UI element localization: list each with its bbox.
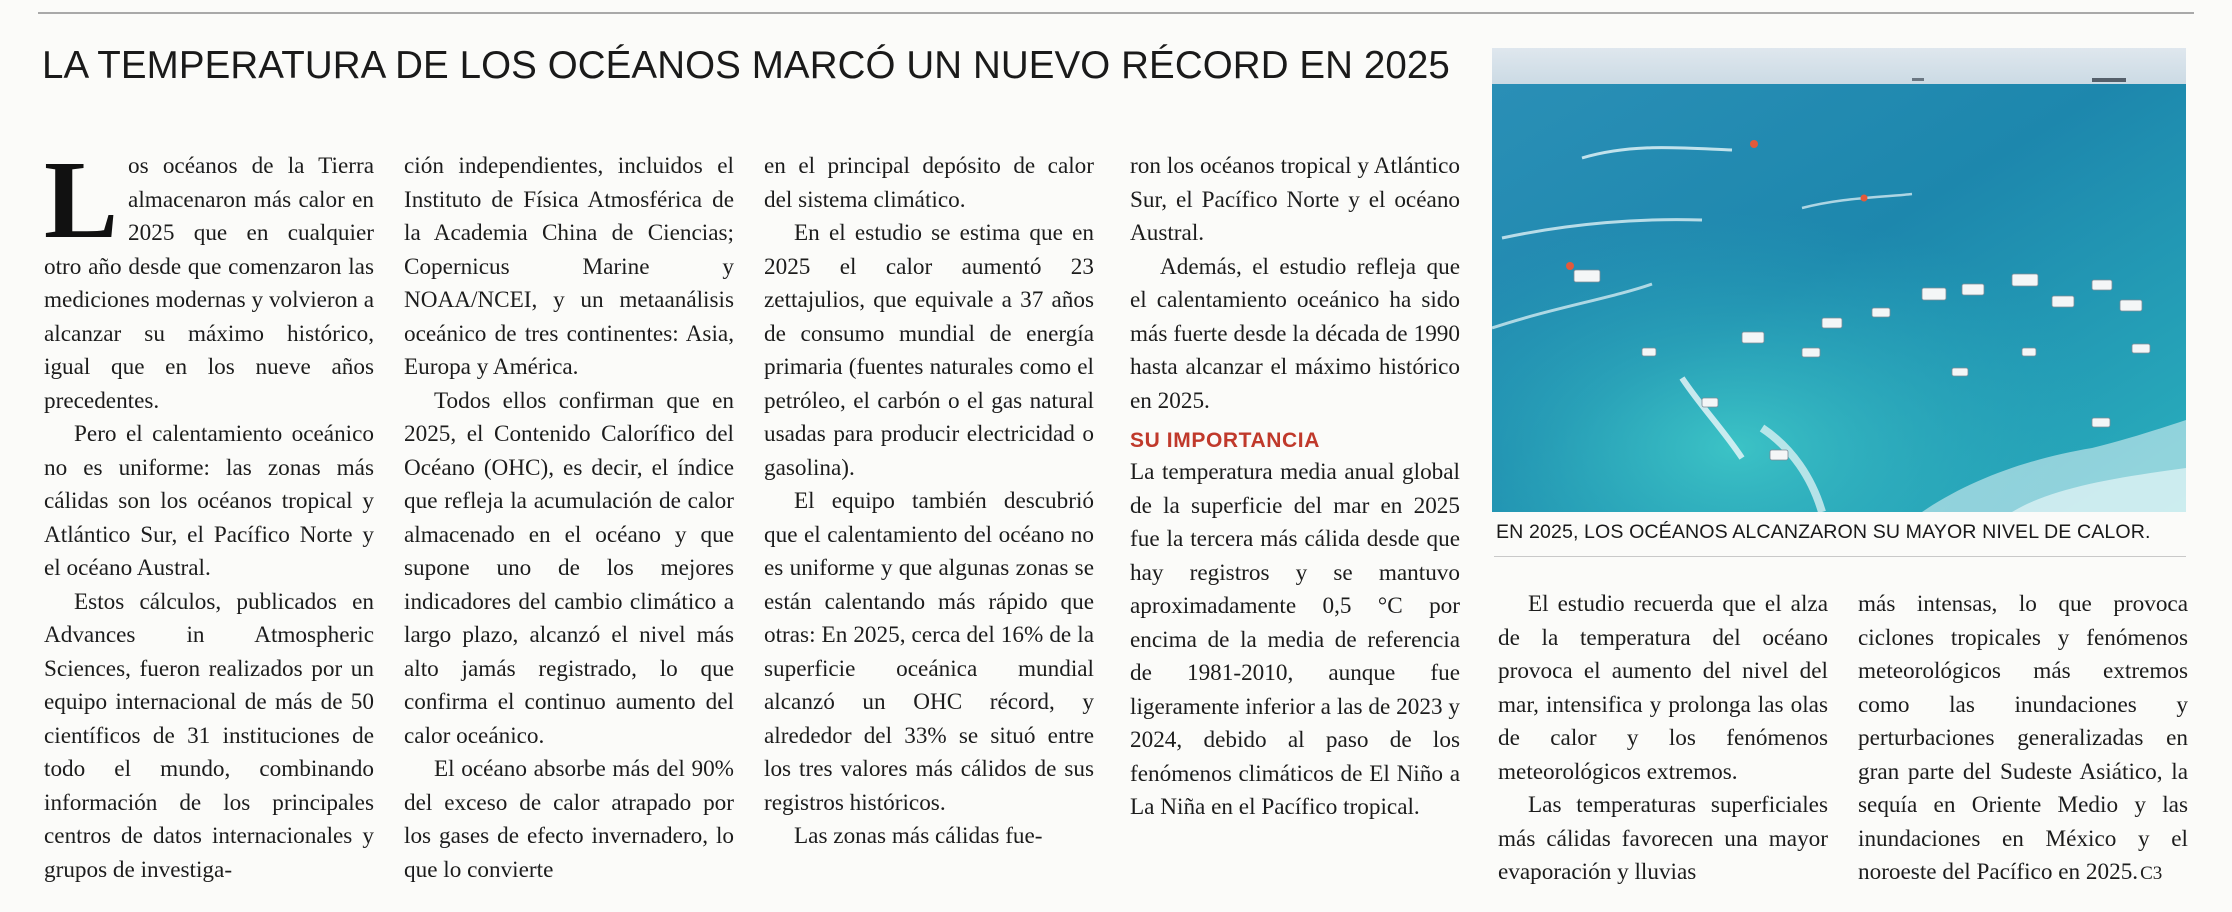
paragraph: Las zonas más cálidas fue-	[794, 823, 1043, 849]
paragraph: ción independientes, incluidos el Instituto de Física Atmosférica de la Academia China de Ciencias; Copernicus Marine y NOAA/NCEI, y un metaanálisis oceánico de tres continentes: Asia, Europa y América.	[404, 153, 734, 380]
paragraph: El estudio recuerda que el alza de la temperatura del océano provoca el aumento del nivel del mar, intensifica y prolonga las olas de calor y los fenómenos meteorológicos extremos.	[1498, 591, 1828, 785]
aerial-ocean-photo	[1492, 48, 2186, 512]
paragraph: El océano absorbe más del 90% del exceso de calor atrapado por los gases de efecto invernadero, lo que lo convierte	[404, 756, 734, 883]
section-subhead: SU IMPORTANCIA	[1130, 429, 1321, 452]
paragraph: Estos cálculos, publicados en Advances in Atmospheric Sciences, fueron realizados por un equipo internacional de más de 50 científicos de 31 instituciones de todo el mundo, combinando información de los principales centros de datos internacionales y grupos de investiga-	[44, 588, 374, 883]
top-rule	[38, 12, 2194, 14]
aerial-ocean-boats-photo-icon	[1492, 48, 2186, 512]
text-column-1	[44, 139, 374, 887]
end-mark: C3	[2140, 863, 2163, 884]
paragraph: El equipo también descubrió que el calentamiento del océano no es uniforme y que algunas zonas se están calentando más rápido que otras: En 2025, cerca del 16% de la superficie oceánica mundial alcanzó un OHC récord, y alrededor del 33% se situó entre los tres valores más cálidos de sus registros históricos.	[764, 488, 1094, 816]
article-headline: LA TEMPERATURA DE LOS OCÉANOS MARCÓ UN NUEVO RÉCORD EN 2025	[42, 44, 1450, 87]
paragraph: Todos ellos confirman que en 2025, el Contenido Calorífico del Océano (OHC), es decir, el índice que refleja la acumulación de calor almacenado en el océano y que supone uno de los mejores indicadores del cambio climático a largo plazo, alcanzó el nivel más alto jamás registrado, lo que confirma el continuo aumento del calor oceánico.	[404, 387, 734, 749]
paragraph: ron los océanos tropical y Atlántico Sur, el Pacífico Norte y el océano Austral.	[1130, 153, 1460, 246]
paragraph: en el principal depósito de calor del sistema climático.	[764, 153, 1094, 213]
text-column-5	[1498, 588, 1828, 890]
paragraph: Las temperaturas superficiales más cálidas favorecen una mayor evaporación y lluvias	[1498, 792, 1828, 885]
text-column-3	[764, 150, 1094, 854]
text-column-2	[404, 150, 734, 887]
paragraph: En el estudio se estima que en 2025 el calor aumentó 23 zettajulios, que equivale a 37 años de consumo mundial de energía primaria (fuentes naturales como el petróleo, el carbón o el gas natural usadas para producir electricidad o gasolina).	[764, 220, 1094, 481]
drop-cap: L	[44, 139, 119, 262]
paragraph: Los océanos de la Tierra almacenaron más calor en 2025 que en cualquier otro año desde que comenzaron las mediciones modernas y volvieron a alcanzar su máximo histórico, igual que en los nueve años precedentes.	[44, 139, 374, 414]
photo-caption: EN 2025, LOS OCÉANOS ALCANZARON SU MAYOR NIVEL DE CALOR.	[1496, 521, 2151, 543]
caption-rule	[1494, 556, 2186, 557]
text-column-4	[1130, 150, 1460, 825]
paragraph: más intensas, lo que provoca ciclones tropicales y fenómenos meteorológicos más extremos como las inundaciones y perturbaciones generalizadas en gran parte del Sudeste Asiático, la sequía en Oriente Medio y las inundaciones en México y el noroeste del Pacífico en 2025. C3	[1858, 591, 2188, 885]
paragraph: Además, el estudio refleja que el calentamiento oceánico ha sido más fuerte desde la década de 1990 hasta alcanzar el máximo histórico en 2025.	[1130, 253, 1460, 414]
text-column-6	[1858, 588, 2188, 891]
paragraph: Pero el calentamiento oceánico no es uniforme: las zonas más cálidas son los océanos tropical y Atlántico Sur, el Pacífico Norte y el océano Austral.	[44, 421, 374, 581]
paragraph: La temperatura media anual global de la superficie del mar en 2025 fue la tercera más cálida desde que hay registros y se mantuvo aproximadamente 0,5 °C por encima de la media de referencia de 1981-2010, aunque fue ligeramente inferior a las de 2023 y 2024, debido al paso de los fenómenos climáticos de El Niño a La Niña en el Pacífico tropical.	[1130, 459, 1460, 820]
